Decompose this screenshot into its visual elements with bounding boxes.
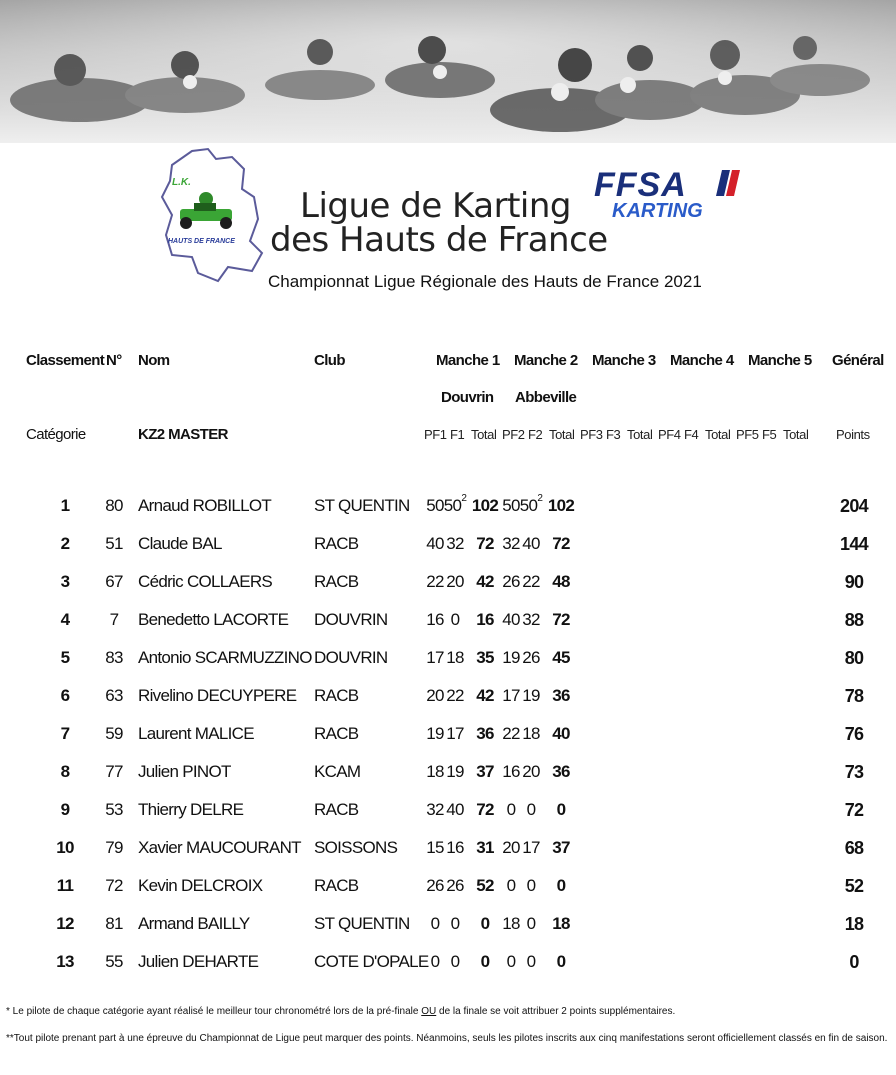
row-f2 (516, 876, 546, 896)
row-pf1-value: 0 (430, 952, 440, 971)
row-driver-name (138, 724, 254, 744)
row-position-value: 12 (56, 914, 74, 933)
row-pf2-value: 20 (502, 838, 520, 857)
row-f2-value: 0 (526, 914, 536, 933)
row-general-points-value: 144 (840, 534, 868, 554)
row-number (99, 724, 129, 744)
row-total1-value: 0 (480, 952, 490, 971)
row-general-points (829, 496, 879, 517)
row-club-value: SOISSONS (314, 838, 398, 857)
row-general-points-value: 204 (840, 496, 868, 516)
row-f2-value: 32 (522, 610, 540, 629)
row-total2-value: 36 (552, 686, 570, 705)
col-manche3: Manche 3 (592, 352, 656, 369)
header-banner-photo (0, 0, 896, 143)
row-total2-value: 0 (556, 800, 566, 819)
sub-col-header: PF1 (424, 427, 447, 442)
row-pf2-value: 22 (502, 724, 520, 743)
col-general: Général (832, 352, 884, 369)
row-f2-value: 22 (522, 572, 540, 591)
footnote-bonus-text-b: de la finale se voit attribuer 2 points supplémentaires. (436, 1006, 676, 1017)
row-driver-name-value: Laurent MALICE (138, 724, 254, 743)
sub-col-header: F1 (450, 427, 465, 442)
row-position-value: 10 (56, 838, 74, 857)
col-numero: N° (106, 352, 122, 369)
row-total2 (546, 648, 576, 668)
row-pf2-value: 40 (502, 610, 520, 629)
row-general-points (829, 914, 879, 935)
row-general-points (829, 876, 879, 897)
categorie-label: Catégorie (26, 426, 86, 443)
sub-col-header: F5 (762, 427, 777, 442)
row-f2 (516, 762, 546, 782)
row-f1 (440, 762, 470, 782)
row-f1-value: 40 (446, 800, 464, 819)
row-club (314, 496, 410, 516)
ffsa-karting-word: KARTING (612, 200, 703, 222)
row-general-points-value: 52 (844, 876, 864, 896)
row-f2 (516, 838, 546, 858)
row-number-value: 67 (105, 572, 123, 591)
row-general-points (829, 572, 879, 593)
row-club-value: RACB (314, 572, 359, 591)
row-driver-name-value: Benedetto LACORTE (138, 610, 289, 629)
footnote-bonus-ou: OU (421, 1006, 437, 1017)
row-driver-name-value: Armand BAILLY (138, 914, 250, 933)
row-f2-value: 26 (522, 648, 540, 667)
row-position (45, 800, 85, 820)
row-general-points (829, 952, 879, 973)
row-f2 (516, 648, 546, 668)
row-f1 (440, 610, 470, 630)
footnote-bonus (6, 1003, 890, 1020)
ffsa-karting-logo (594, 166, 744, 224)
sub-col-header: PF5 (736, 427, 759, 442)
row-total2 (546, 534, 576, 554)
row-pf2-value: 0 (506, 800, 516, 819)
row-position-value: 5 (60, 648, 70, 667)
row-f1-value: 18 (446, 648, 464, 667)
row-total2-value: 45 (552, 648, 570, 667)
row-position (45, 496, 85, 516)
row-position-value: 13 (56, 952, 74, 971)
row-f2-value: 0 (526, 952, 536, 971)
row-general-points-value: 80 (844, 648, 864, 668)
row-f1-value: 50 (443, 496, 462, 515)
row-total2 (546, 572, 576, 592)
row-total1-value: 42 (476, 686, 494, 705)
row-pf1-value: 40 (426, 534, 444, 553)
row-number (99, 952, 129, 972)
row-f2-value: 19 (522, 686, 540, 705)
row-club-value: RACB (314, 800, 359, 819)
row-driver-name (138, 838, 301, 858)
sub-col-header: F2 (528, 427, 543, 442)
row-f1 (440, 572, 470, 592)
row-f2 (516, 724, 546, 744)
league-title-line1: Ligue de Karting (300, 186, 571, 226)
row-total2-value: 72 (552, 610, 570, 629)
col-nom: Nom (138, 352, 170, 369)
row-total1-value: 72 (476, 534, 494, 553)
row-total2-value: 37 (552, 838, 570, 857)
row-total2 (546, 838, 576, 858)
row-club (314, 952, 429, 972)
row-pf1-value: 22 (426, 572, 444, 591)
row-total2 (546, 952, 576, 972)
row-f1-value: 16 (446, 838, 464, 857)
row-club (314, 876, 358, 896)
footnote-classification: **Tout pilote prenant part à une épreuve du Championnat de Ligue peut marquer des points. Néanmoins, seuls les pilotes inscrits aux cinq manifestations seront officiellement classés en fin de saison. (6, 1033, 888, 1044)
row-f1-value: 32 (446, 534, 464, 553)
row-f1-value: 20 (446, 572, 464, 591)
row-club (314, 534, 358, 554)
row-total1-value: 72 (476, 800, 494, 819)
sub-col-header: PF3 (580, 427, 603, 442)
row-position-value: 4 (60, 610, 70, 629)
row-pf1-value: 15 (426, 838, 444, 857)
row-club (314, 762, 360, 782)
row-general-points-value: 73 (844, 762, 864, 782)
row-number-value: 81 (105, 914, 123, 933)
row-number-value: 55 (105, 952, 123, 971)
row-position (45, 610, 85, 630)
row-driver-name (138, 496, 271, 516)
row-pf2-value: 50 (502, 496, 520, 515)
row-general-points (829, 610, 879, 631)
row-f1-value: 22 (446, 686, 464, 705)
row-number-value: 72 (105, 876, 123, 895)
row-position-value: 8 (60, 762, 70, 781)
row-club-value: DOUVRIN (314, 648, 388, 667)
row-total1-value: 35 (476, 648, 494, 667)
row-number (99, 496, 129, 516)
row-pf2-value: 26 (502, 572, 520, 591)
row-total2 (546, 496, 576, 516)
sub-col-header: PF2 (502, 427, 525, 442)
categorie-name: KZ2 MASTER (138, 426, 228, 443)
row-club (314, 838, 397, 858)
region-map-logo (158, 145, 266, 285)
row-general-points-value: 88 (844, 610, 864, 630)
col-manche5: Manche 5 (748, 352, 812, 369)
row-total1-value: 42 (476, 572, 494, 591)
row-position (45, 914, 85, 934)
row-club (314, 800, 358, 820)
row-general-points-value: 72 (844, 800, 864, 820)
row-pf1-value: 32 (426, 800, 444, 819)
row-driver-name (138, 648, 312, 668)
row-total1-value: 102 (471, 496, 499, 515)
row-position-value: 11 (56, 876, 74, 895)
col-classement: Classement (26, 352, 105, 369)
row-f2 (516, 493, 546, 516)
row-driver-name-value: Rivelino DECUYPERE (138, 686, 297, 705)
row-club-value: ST QUENTIN (314, 914, 410, 933)
row-driver-name-value: Claude BAL (138, 534, 222, 553)
row-club-value: RACB (314, 876, 359, 895)
row-f2-value: 18 (522, 724, 540, 743)
row-f1 (440, 724, 470, 744)
row-driver-name-value: Julien DEHARTE (138, 952, 259, 971)
row-driver-name-value: Thierry DELRE (138, 800, 244, 819)
footnote-bonus-text-a: * Le pilote de chaque catégorie ayant réalisé le meilleur tour chronométré lors de la pré-finale (6, 1006, 422, 1017)
row-pf1-value: 19 (426, 724, 444, 743)
row-total2-value: 18 (552, 914, 570, 933)
row-f2 (516, 610, 546, 630)
row-general-points (829, 648, 879, 669)
row-total2 (546, 724, 576, 744)
row-f1-value: 0 (450, 914, 460, 933)
row-driver-name-value: Arnaud ROBILLOT (138, 496, 272, 515)
row-position (45, 876, 85, 896)
row-position (45, 648, 85, 668)
row-f2-value: 0 (526, 800, 536, 819)
col-manche1: Manche 1 (436, 352, 500, 369)
row-total1-value: 31 (476, 838, 494, 857)
col-manche2: Manche 2 (514, 352, 578, 369)
sub-col-header: Total (549, 427, 575, 442)
row-pf1-value: 18 (426, 762, 444, 781)
row-position (45, 952, 85, 972)
row-f2 (516, 952, 546, 972)
row-position-value: 7 (60, 724, 70, 743)
row-club (314, 686, 358, 706)
row-f1-value: 0 (450, 610, 460, 629)
row-number-value: 63 (105, 686, 123, 705)
row-general-points-value: 90 (844, 572, 864, 592)
row-number-value: 53 (105, 800, 123, 819)
row-number (99, 914, 129, 934)
row-f1-value: 19 (446, 762, 464, 781)
row-pf2-value: 0 (506, 952, 516, 971)
row-total2-value: 40 (552, 724, 570, 743)
map-text-top: L.K. (172, 177, 191, 188)
row-number (99, 610, 129, 630)
row-f2 (516, 914, 546, 934)
row-driver-name (138, 914, 250, 934)
row-number (99, 686, 129, 706)
row-position-value: 1 (60, 496, 70, 515)
row-position-value: 3 (60, 572, 70, 591)
row-club-value: ST QUENTIN (314, 496, 410, 515)
manche2-venue: Abbeville (515, 389, 577, 406)
row-number-value: 83 (105, 648, 123, 667)
row-general-points-value: 78 (844, 686, 864, 706)
row-f2 (516, 572, 546, 592)
row-number-value: 79 (105, 838, 123, 857)
row-f1 (440, 534, 470, 554)
row-pf2-value: 17 (502, 686, 520, 705)
row-general-points-value: 76 (844, 724, 864, 744)
row-club (314, 724, 358, 744)
row-position-value: 9 (60, 800, 70, 819)
row-general-points-value: 18 (844, 914, 864, 934)
row-club-value: RACB (314, 724, 359, 743)
row-f2 (516, 800, 546, 820)
row-f2-value: 20 (522, 762, 540, 781)
row-pf2-value: 18 (502, 914, 520, 933)
row-position (45, 572, 85, 592)
fastest-lap-bonus-mark: 2 (461, 493, 467, 505)
row-f1 (440, 686, 470, 706)
row-pf2-value: 19 (502, 648, 520, 667)
row-general-points (829, 724, 879, 745)
championship-title: Championnat Ligue Régionale des Hauts de France 2021 (268, 272, 702, 291)
row-club-value: DOUVRIN (314, 610, 388, 629)
row-total2-value: 0 (556, 952, 566, 971)
manche1-venue: Douvrin (441, 389, 494, 406)
row-general-points (829, 838, 879, 859)
row-f1-value: 0 (450, 952, 460, 971)
row-driver-name-value: Kevin DELCROIX (138, 876, 263, 895)
row-f1 (440, 648, 470, 668)
row-total1-value: 37 (476, 762, 494, 781)
row-total2-value: 48 (552, 572, 570, 591)
row-general-points (829, 534, 879, 555)
row-total2 (546, 914, 576, 934)
row-position-value: 2 (60, 534, 70, 553)
row-pf2-value: 16 (502, 762, 520, 781)
row-number-value: 59 (105, 724, 123, 743)
row-pf1-value: 0 (430, 914, 440, 933)
row-total2 (546, 686, 576, 706)
row-driver-name (138, 572, 272, 592)
row-total1-value: 16 (476, 610, 494, 629)
row-total2 (546, 762, 576, 782)
row-driver-name (138, 876, 262, 896)
row-position (45, 534, 85, 554)
row-club-value: KCAM (314, 762, 361, 781)
row-number (99, 762, 129, 782)
row-position (45, 762, 85, 782)
row-driver-name (138, 952, 258, 972)
map-text-bottom: HAUTS DE FRANCE (168, 238, 235, 245)
row-f1 (440, 952, 470, 972)
row-club (314, 914, 410, 934)
sub-col-header: PF4 (658, 427, 681, 442)
row-position (45, 838, 85, 858)
row-driver-name-value: Xavier MAUCOURANT (138, 838, 301, 857)
row-number-value: 7 (109, 610, 119, 629)
row-club (314, 610, 388, 630)
row-driver-name (138, 762, 231, 782)
row-number (99, 876, 129, 896)
row-position-value: 6 (60, 686, 70, 705)
row-pf1-value: 20 (426, 686, 444, 705)
sub-col-header: Total (783, 427, 809, 442)
row-number-value: 51 (105, 534, 123, 553)
row-number (99, 800, 129, 820)
row-pf2-value: 32 (502, 534, 520, 553)
row-f1-value: 26 (446, 876, 464, 895)
row-driver-name (138, 686, 296, 706)
row-club (314, 648, 388, 668)
row-total2-value: 0 (556, 876, 566, 895)
sub-col-header: Total (705, 427, 731, 442)
col-club: Club (314, 352, 345, 369)
row-total2 (546, 800, 576, 820)
row-f2 (516, 686, 546, 706)
ffsa-wordmark: FFSA (594, 166, 687, 204)
row-driver-name (138, 800, 243, 820)
row-f1 (440, 493, 470, 516)
sub-col-header: F4 (684, 427, 699, 442)
row-f1 (440, 838, 470, 858)
row-total1-value: 36 (476, 724, 494, 743)
row-f1 (440, 876, 470, 896)
row-f2 (516, 534, 546, 554)
row-f1-value: 17 (446, 724, 464, 743)
row-pf1-value: 17 (426, 648, 444, 667)
fastest-lap-bonus-mark: 2 (537, 493, 543, 505)
row-f2-value: 50 (519, 496, 538, 515)
row-pf2-value: 0 (506, 876, 516, 895)
row-driver-name-value: Cédric COLLAERS (138, 572, 273, 591)
row-general-points (829, 686, 879, 707)
row-general-points-value: 68 (844, 838, 864, 858)
row-position (45, 686, 85, 706)
row-total1-value: 0 (480, 914, 490, 933)
row-driver-name-value: Julien PINOT (138, 762, 231, 781)
row-club-value: RACB (314, 686, 359, 705)
row-position (45, 724, 85, 744)
row-f2-value: 0 (526, 876, 536, 895)
row-total2 (546, 610, 576, 630)
row-general-points-value: 0 (849, 952, 859, 972)
row-club (314, 572, 358, 592)
row-number (99, 572, 129, 592)
row-number (99, 838, 129, 858)
league-title-line2: des Hauts de France (270, 220, 608, 260)
sub-col-header: Total (627, 427, 653, 442)
row-f1 (440, 800, 470, 820)
col-points: Points (836, 427, 870, 442)
row-number-value: 77 (105, 762, 123, 781)
row-general-points (829, 762, 879, 783)
row-general-points (829, 800, 879, 821)
row-number (99, 648, 129, 668)
row-f2-value: 17 (522, 838, 540, 857)
row-number (99, 534, 129, 554)
row-f1 (440, 914, 470, 934)
row-total2-value: 102 (547, 496, 575, 515)
row-club-value: COTE D'OPALE (314, 952, 429, 971)
karts-photo (0, 0, 896, 143)
col-manche4: Manche 4 (670, 352, 734, 369)
row-f2-value: 40 (522, 534, 540, 553)
sub-col-header: F3 (606, 427, 621, 442)
row-total2 (546, 876, 576, 896)
row-number-value: 80 (105, 496, 123, 515)
sub-col-header: Total (471, 427, 497, 442)
row-total2-value: 36 (552, 762, 570, 781)
row-club-value: RACB (314, 534, 359, 553)
row-pf1-value: 16 (426, 610, 444, 629)
flag-stripe-icon (716, 168, 742, 198)
row-pf1-value: 50 (426, 496, 444, 515)
row-driver-name (138, 534, 222, 554)
row-driver-name (138, 610, 288, 630)
row-total2-value: 72 (552, 534, 570, 553)
row-total1-value: 52 (476, 876, 494, 895)
row-driver-name-value: Antonio SCARMUZZINO (138, 648, 312, 667)
row-pf1-value: 26 (426, 876, 444, 895)
